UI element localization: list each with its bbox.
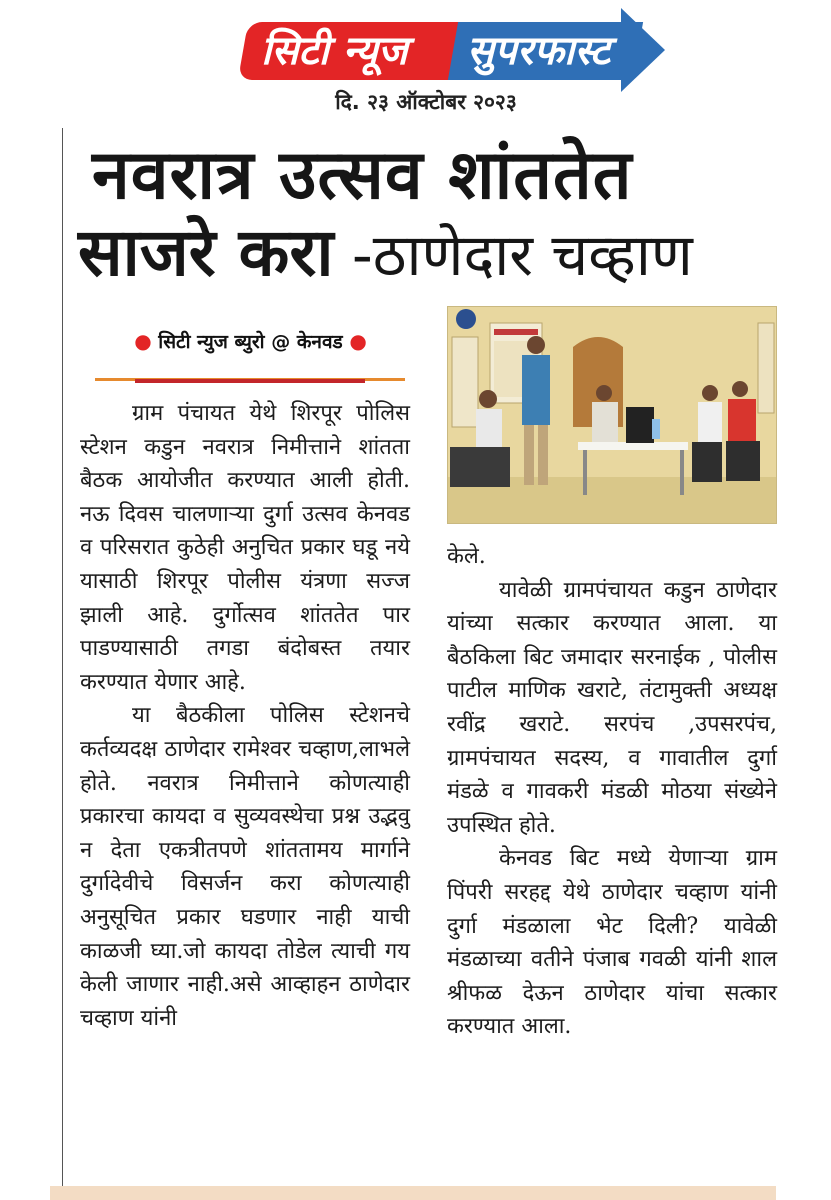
- article-paragraph-1: ग्राम पंचायत येथे शिरपूर पोलिस स्टेशन कडुन नवरात्र निमीत्ताने शांतता बैठक आयोजीत करण्यात आली होती. नऊ दिवस चालणाऱ्या दुर्गा उत्सव केनवड व परिसरात कुठेही अनुचित प्रकार घडू नये यासाठी शिरपूर पोलीस यंत्रणा सज्ज झाली आहे. दुर्गोत्सव शांततेत पार पाडण्यासाठी तगडा बंदोबस्त तयार करण्यात येणार आहे.: [80, 401, 410, 695]
- headline-attribution: -ठाणेदार चव्हाण: [333, 221, 693, 289]
- bullet-dot-icon: ●: [349, 329, 367, 353]
- meeting-photo-illustration: [448, 307, 776, 523]
- byline: [98, 328, 403, 354]
- headline-line2-main: साजरे करा: [78, 214, 334, 291]
- masthead-arrow-icon: [621, 8, 665, 92]
- bottom-border: [50, 1186, 776, 1200]
- byline-rule-accent: [135, 379, 365, 383]
- article-column-left: [80, 397, 410, 1035]
- article-paragraph-4: केनवड बिट मध्ये येणाऱ्या ग्राम पिंपरी सरहद्द येथे ठाणेदार चव्हाण यांनी दुर्गा मंडळाला भेट दिली? यावेळी मंडळाच्या वतीने पंजाब गवळी यांनी शाल श्रीफळ देऊन ठाणेदार यांचा सत्कार करण्यात आला.: [447, 846, 777, 1040]
- article-paragraph-3: यावेळी ग्रामपंचायत कडुन ठाणेदार यांच्या सत्कार करण्यात आला. या बैठकिला बिट जमादार सरनाईक , पोलीस पाटील माणिक खराटे, तंटामुक्ती अध्यक्ष रवींद्र खराटे. सरपंच ,उपसरपंच, ग्रामपंचायत सदस्य, व गावातील दुर्गा मंडळे व गावकरी मंडळी मोठया संख्येने उपस्थित होते.: [447, 577, 777, 838]
- headline-line2: [78, 214, 693, 291]
- byline-text: सिटी न्युज ब्युरो @ केनवड: [158, 331, 343, 353]
- article-paragraph-2: या बैठकीला पोलिस स्टेशनचे कर्तव्यदक्ष ठाणेदार रामेश्वर चव्हाण,लाभले होते. नवरात्र निमीत्ताने कोणत्याही प्रकारचा कायदा व सुव्यवस्थेचा प्रश्न उद्भवु न देता एकत्रीतपणे शांततामय मार्गाने दुर्गादेवीचे विसर्जन करा कोणत्याही अनुसूचित प्रकार घडणार नाही याची काळजी घ्या.जो कायदा तोडेल त्याची गय केली जाणार नाही.असे आव्हाहन ठाणेदार चव्हाण यांनी: [80, 703, 410, 1031]
- column-divider: [62, 128, 63, 1188]
- bullet-dot-icon: ●: [134, 329, 152, 353]
- article-column-right: [447, 540, 777, 1044]
- masthead-name-part2: सुपरफास्ट: [467, 28, 611, 74]
- headline-line1: नवरात्र उत्सव शांततेत: [92, 136, 633, 215]
- dateline: दि. २३ ऑक्टोबर २०२३: [335, 90, 517, 114]
- article-continuation: केले.: [447, 544, 486, 569]
- masthead-logo: [243, 8, 668, 90]
- masthead-name-part1: सिटी न्यूज: [261, 28, 408, 74]
- article-photo: [447, 306, 777, 524]
